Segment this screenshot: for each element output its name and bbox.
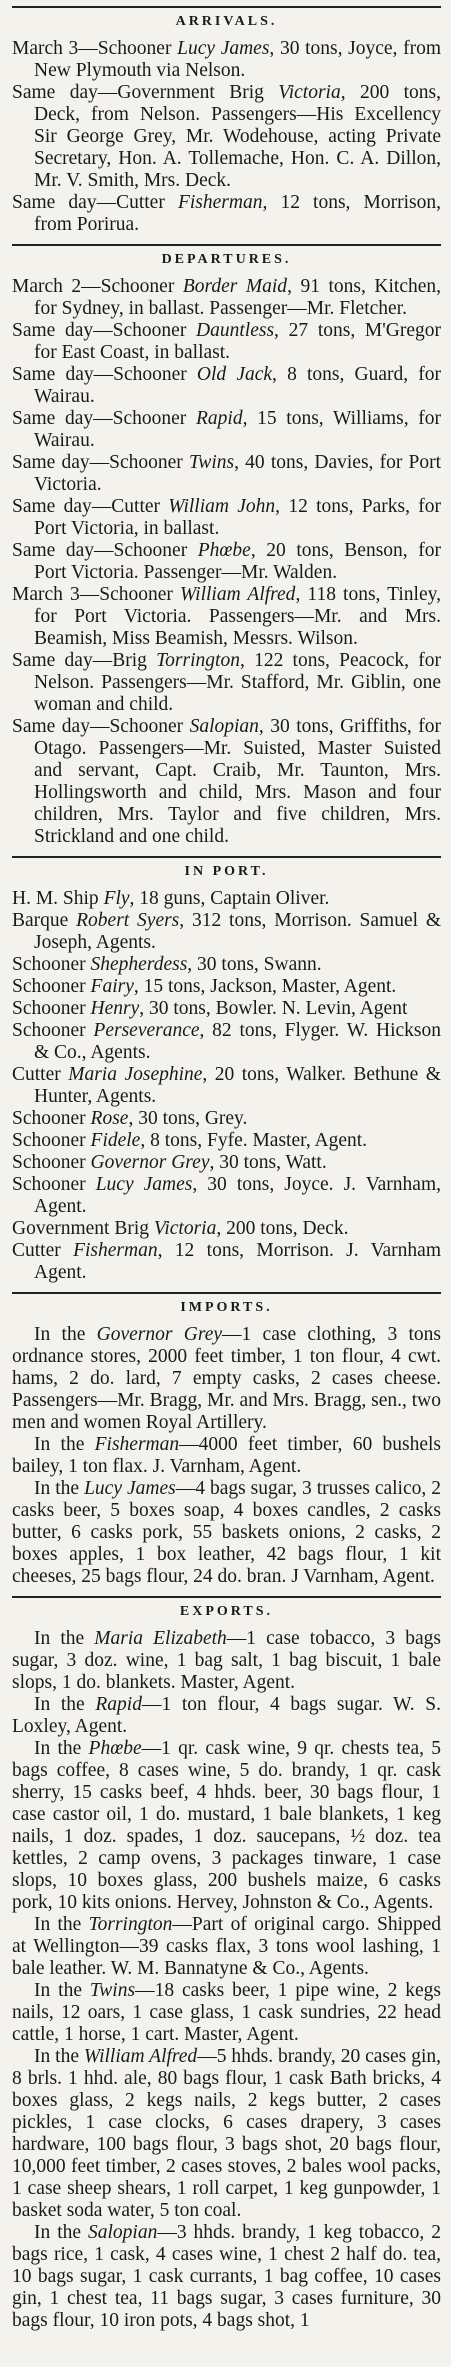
in-port-entry: Schooner Lucy James, 30 tons, Joyce. J. Varnham, Agent. <box>12 1174 442 1217</box>
departure-entry: Same day—Schooner Rapid, 15 tons, Williams, for Wairau. <box>12 408 441 451</box>
in-port-entry: Schooner Governor Grey, 30 tons, Watt. <box>12 1152 327 1173</box>
exports-list <box>12 1628 441 2332</box>
in-port-entry: Barque Robert Syers, 312 tons, Morrison. Samuel & Joseph, Agents. <box>12 910 442 953</box>
departure-entry: Same day—Schooner Twins, 40 tons, Davies, for Port Victoria. <box>12 452 441 495</box>
import-entry: In the Governor Grey—1 case clothing, 3 tons ordnance stores, 2000 feet timber, 1 ton flour, 4 cwt. hams, 2 do. lard, 7 empty casks, 2 cases cheese. Passengers—Mr. Bragg, Mr. and Mrs. Bragg, sen., two men and women Royal Artillery. <box>12 1324 442 1433</box>
in-port-entry: Government Brig Victoria, 200 tons, Deck. <box>12 1218 349 1239</box>
import-entry: In the Fisherman—4000 feet timber, 60 bushels bailey, 1 ton flax. J. Varnham, Agent. <box>12 1434 441 1477</box>
departure-entry: March 3—Schooner William Alfred, 118 tons, Tinley, for Port Victoria. Passengers—Mr. and Mrs. Beamish, Miss Beamish, Messrs. Wilson. <box>12 584 441 649</box>
departures-list <box>12 276 441 848</box>
divider <box>12 244 441 246</box>
divider <box>12 1596 441 1598</box>
arrivals-list <box>12 38 441 236</box>
departure-entry: Same day—Schooner Salopian, 30 tons, Griffiths, for Otago. Passengers—Mr. Suisted, Master Suisted and servant, Capt. Craib, Mr. Taunton, Mrs. Hollingsworth and child, Mrs. Mason and four children, Mrs. Taylor and five children, Mrs. Strickland and one child. <box>12 716 441 847</box>
departure-entry: Same day—Schooner Dauntless, 27 tons, M'Gregor for East Coast, in ballast. <box>12 320 441 363</box>
in-port-list <box>12 888 441 1284</box>
export-entry: In the Phœbe—1 qr. cask wine, 9 qr. chests tea, 5 bags coffee, 8 cases wine, 5 do. brandy, 1 qr. cask sherry, 15 casks beef, 4 hhds. beer, 30 bags flour, 1 case castor oil, 1 do. mustard, 1 bale blankets, 1 keg nails, 1 doz. spades, 1 doz. saucepans, ½ doz. tea kettles, 2 camp ovens, 3 packages tinware, 1 case slops, 10 boxes glass, 200 bushels maize, 6 casks pork, 10 kits onions. Hervey, Johnston & Co., Agents. <box>12 1738 441 1913</box>
in-port-entry: Cutter Maria Josephine, 20 tons, Walker. Bethune & Hunter, Agents. <box>12 1064 441 1107</box>
departures-heading: DEPARTURES. <box>161 252 292 267</box>
export-entry: In the Torrington—Part of original cargo. Shipped at Wellington—39 casks flax, 3 tons wool lashing, 1 bale leather. W. M. Bannatyne & Co., Agents. <box>12 1914 441 1979</box>
export-entry: In the Salopian—3 hhds. brandy, 1 keg tobacco, 2 bags rice, 1 cask, 4 cases wine, 1 chest 2 half do. tea, 10 bags sugar, 1 cask currants, 1 bag coffee, 10 cases gin, 1 chest tea, 11 bags sugar, 3 cases furniture, 30 bags flour, 10 iron pots, 4 bags shot, 1 <box>12 2222 441 2331</box>
in-port-entry: Schooner Perseverance, 82 tons, Flyger. W. Hickson & Co., Agents. <box>12 1020 441 1063</box>
divider <box>12 856 441 858</box>
in-port-entry: Schooner Shepherdess, 30 tons, Swann. <box>12 954 322 975</box>
in-port-entry: Schooner Fidele, 8 tons, Fyfe. Master, Agent. <box>12 1130 368 1151</box>
imports-list <box>12 1324 441 1588</box>
export-entry: In the Twins—18 casks beer, 1 pipe wine, 2 kegs nails, 12 oars, 1 case glass, 1 cask sundries, 22 head cattle, 1 horse, 1 cart. Master, Agent. <box>12 1980 441 2045</box>
import-entry: In the Lucy James—4 bags sugar, 3 trusses calico, 2 casks beer, 5 boxes soap, 4 boxes candles, 2 casks butter, 6 casks pork, 55 baskets onions, 2 casks, 2 boxes apples, 1 box leather, 42 bags flour, 1 kit cheeses, 25 bags flour, 24 do. bran. J Varnham, Agent. <box>12 1478 441 1587</box>
in-port-heading: IN PORT. <box>184 864 269 879</box>
exports-heading: EXPORTS. <box>179 1604 274 1619</box>
arrival-entry: March 3—Schooner Lucy James, 30 tons, Joyce, from New Plymouth via Nelson. <box>12 38 441 81</box>
export-entry: In the William Alfred—5 hhds. brandy, 20 cases gin, 8 brls. 1 hhd. ale, 80 bags flour, 1 cask Bath bricks, 4 boxes glass, 2 kegs nails, 2 kegs butter, 2 cases pickles, 1 case clocks, 6 cases drapery, 3 cases hardware, 100 bags flour, 3 bags shot, 20 bags flour, 10,000 feet timber, 2 cases stoves, 2 bales wool packs, 1 case sheep shears, 1 roll carpet, 1 keg gunpowder, 1 basket soda water, 5 ton coal. <box>12 2046 441 2221</box>
departure-entry: Same day—Brig Torrington, 122 tons, Peacock, for Nelson. Passengers—Mr. Stafford, Mr. Giblin, one woman and child. <box>12 650 441 715</box>
divider <box>12 1292 441 1294</box>
departure-entry: Same day—Schooner Old Jack, 8 tons, Guard, for Wairau. <box>12 364 441 407</box>
departure-entry: Same day—Schooner Phœbe, 20 tons, Benson, for Port Victoria. Passenger—Mr. Walden. <box>12 540 441 583</box>
imports-heading: IMPORTS. <box>180 1300 273 1315</box>
departure-entry: Same day—Cutter William John, 12 tons, Parks, for Port Victoria, in ballast. <box>12 496 442 539</box>
arrivals-heading: ARRIVALS. <box>175 14 278 29</box>
arrival-entry: Same day—Cutter Fisherman, 12 tons, Morrison, from Porirua. <box>12 192 442 235</box>
in-port-entry: Cutter Fisherman, 12 tons, Morrison. J. Varnham Agent. <box>12 1240 442 1283</box>
arrival-entry: Same day—Government Brig Victoria, 200 tons, Deck, from Nelson. Passengers—His Excellency Sir George Grey, Mr. Wodehouse, acting Private Secretary, Hon. A. Tollemache, Hon. C. A. Dillon, Mr. V. Smith, Mrs. Deck. <box>12 82 441 191</box>
in-port-entry: Schooner Fairy, 15 tons, Jackson, Master, Agent. <box>12 976 397 997</box>
export-entry: In the Maria Elizabeth—1 case tobacco, 3 bags sugar, 3 doz. wine, 1 bag salt, 1 bag biscuit, 1 bale slops, 1 do. blankets. Master, Agent. <box>12 1628 441 1693</box>
export-entry: In the Rapid—1 ton flour, 4 bags sugar. W. S. Loxley, Agent. <box>12 1694 441 1737</box>
divider <box>12 6 441 8</box>
in-port-entry: Schooner Rose, 30 tons, Grey. <box>12 1108 248 1129</box>
in-port-entry: H. M. Ship Fly, 18 guns, Captain Oliver. <box>12 888 330 909</box>
departure-entry: March 2—Schooner Border Maid, 91 tons, Kitchen, for Sydney, in ballast. Passenger—Mr. Fletcher. <box>12 276 441 319</box>
in-port-entry: Schooner Henry, 30 tons, Bowler. N. Levin, Agent <box>12 998 408 1019</box>
